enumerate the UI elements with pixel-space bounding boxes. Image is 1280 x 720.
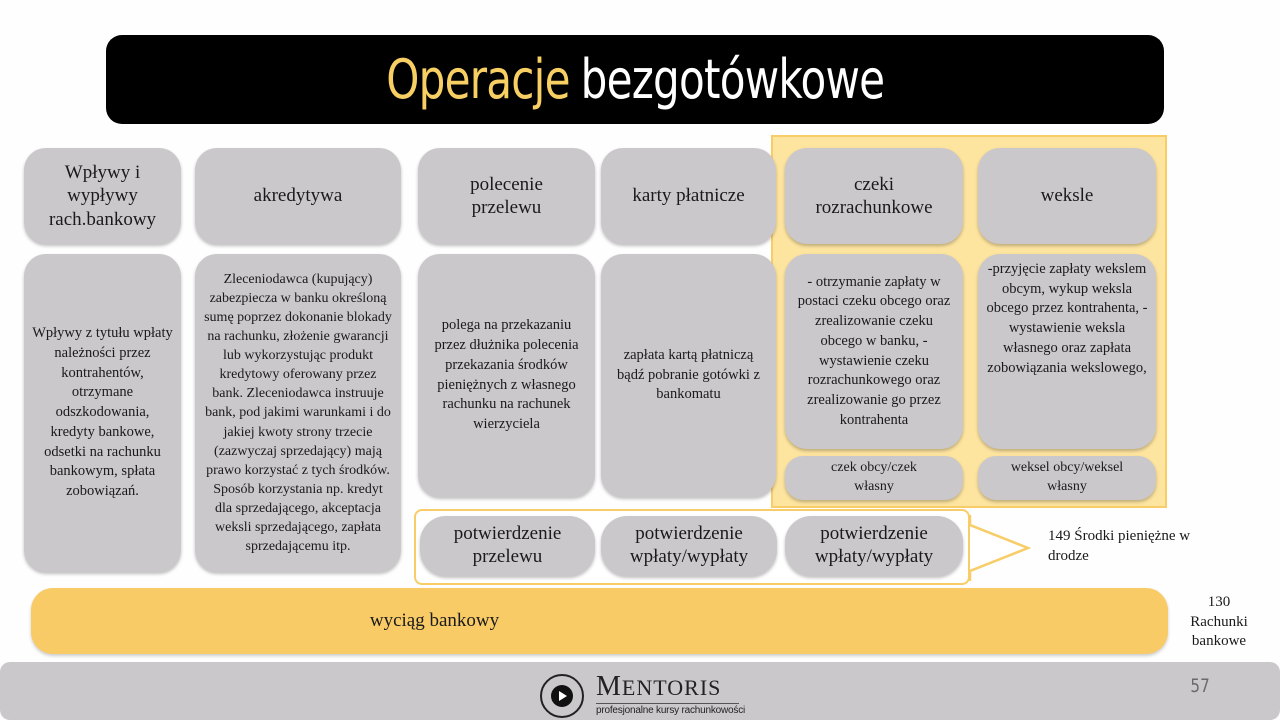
page-number: 57 bbox=[1190, 675, 1210, 697]
bank-statement-bar bbox=[31, 588, 1168, 654]
sub-bill-types: weksel obcy/weksel własny bbox=[978, 456, 1156, 500]
play-icon bbox=[540, 674, 584, 718]
desc-letter-of-credit: Zleceniodawca (kupujący) zabezpiecza w banku określoną sumę poprzez dokonanie blokady na rachunku, złożenie gwarancji lub wykorzystując produkt kredytowy oferowany przez bank. Zleceniodawca instruuje bank, pod jakimi warunkami i do jakiej kwoty strony trzecie (zazwyczaj sprzedający) mają prawo korzystać z tych środków. Sposób korzystania np. kredyt dla sprzedającego, akceptacja weksli sprzedającego, zapłata sprzedającemu itp. bbox=[195, 254, 401, 572]
header-payment-cards: karty płatnicze bbox=[601, 148, 776, 244]
desc-transfer-order: polega na przekazaniu przez dłużnika polecenia przekazania środków pieniężnych z własnego rachunku na rachunek wierzyciela bbox=[418, 254, 595, 497]
title-highlight: Operacje bbox=[385, 48, 570, 111]
confirm-transfer: potwierdzenie przelewu bbox=[420, 516, 595, 576]
bank-statement-label: wyciąg bankowy bbox=[369, 610, 500, 631]
confirm-card-payment: potwierdzenie wpłaty/wypłaty bbox=[601, 516, 777, 576]
desc-inflows-outflows: Wpływy z tytułu wpłaty należności przez kontrahentów, otrzymane odszkodowania, kredyty bankowe, odsetki na rachunku bankowym, spłata zobowiązań. bbox=[24, 254, 181, 572]
desc-bills: -przyjęcie zapłaty wekslem obcym, wykup weksla obcego przez kontrahenta, -wystawienie weksla własnego oraz zapłata zobowiązania wekslowego, bbox=[978, 254, 1156, 449]
desc-payment-cards: zapłata kartą płatniczą bądź pobranie gotówki z bankomatu bbox=[601, 254, 776, 497]
title-rest: bezgotówkowe bbox=[580, 48, 885, 111]
header-inflows-outflows: Wpływy i wypływy rach.bankowy bbox=[24, 148, 181, 244]
confirm-cheque-payment: potwierdzenie wpłaty/wypłaty bbox=[785, 516, 963, 576]
header-letter-of-credit: akredytywa bbox=[195, 148, 401, 244]
slide-title bbox=[106, 35, 1164, 124]
sub-cheque-types: czek obcy/czek własny bbox=[785, 456, 963, 500]
bracket-pointer-icon bbox=[966, 515, 1032, 581]
logo-divider bbox=[596, 703, 739, 704]
brand-tagline: profesjonalne kursy rachunkowości bbox=[596, 705, 746, 716]
header-transfer-order: polecenie przelewu bbox=[418, 148, 595, 244]
header-cheques: czeki rozrachunkowe bbox=[785, 148, 963, 244]
account-bank: 130 Rachunki bankowe bbox=[1190, 594, 1248, 649]
header-bills: weksle bbox=[978, 148, 1156, 244]
desc-cheques: - otrzymanie zapłaty w postaci czeku obcego oraz zrealizowanie czeku obcego w banku, - wystawienie czeku rozrachunkowego oraz zrealizowanie go przez kontrahenta bbox=[785, 254, 963, 449]
account-in-transit: 149 Środki pieniężne w drodze bbox=[1048, 528, 1191, 564]
mentoris-logo bbox=[540, 671, 750, 719]
brand-name: MENTORIS bbox=[596, 671, 722, 702]
